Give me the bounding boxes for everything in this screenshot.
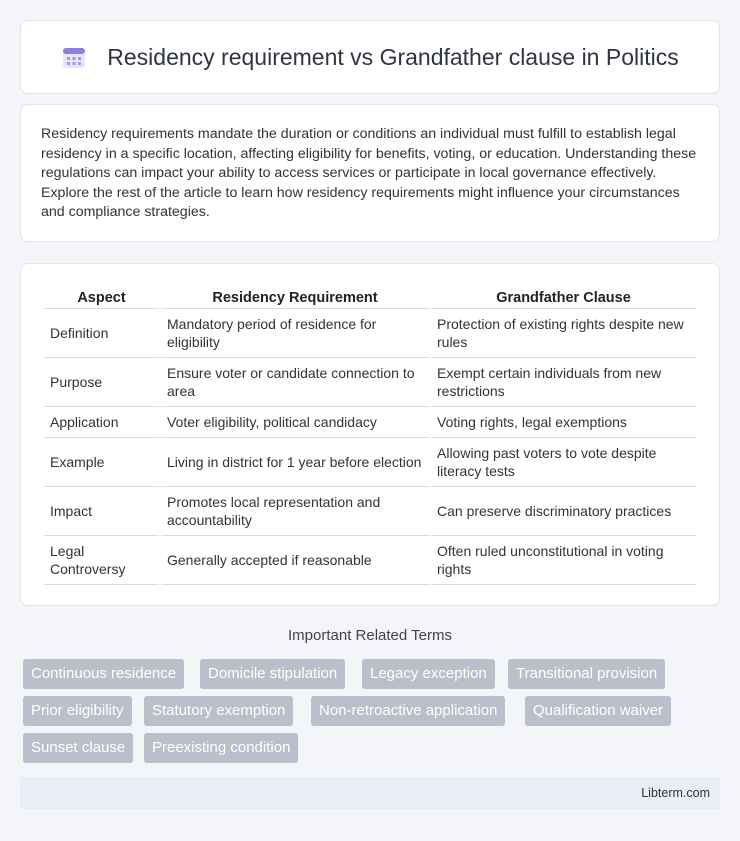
table-header-row: [44, 284, 696, 309]
table-cell: Example: [44, 438, 159, 487]
footer-link[interactable]: Libterm.com: [641, 786, 710, 800]
intro-text: Residency requirements mandate the duration or conditions an individual must fulfill to establish legal residency in a specific location, affecting eligibility for benefits, voting, or education. Understanding these regulations can impact your ability to access services or participate in local governance effectively. Explore the rest of the article to learn how residency requirements might influence your circumstances and compliance strategies.: [41, 126, 697, 220]
table-cell: Impact: [44, 487, 159, 536]
table-header: Residency Requirement: [161, 284, 429, 309]
table-cell: Exempt certain individuals from new restrictions: [431, 358, 696, 407]
tag[interactable]: Prior eligibility: [23, 696, 132, 726]
table-row: [44, 438, 696, 487]
tag[interactable]: Non-retroactive application: [311, 696, 505, 726]
comparison-table: [42, 284, 698, 585]
table-cell: Voting rights, legal exemptions: [431, 407, 696, 438]
table-row: [44, 358, 696, 407]
table-cell: Promotes local representation and accountability: [161, 487, 429, 536]
tag[interactable]: Statutory exemption: [144, 696, 293, 726]
table-header: Grandfather Clause: [431, 284, 696, 309]
table-row: [44, 407, 696, 438]
table-cell: Legal Controversy: [44, 536, 159, 585]
table-row: [44, 309, 696, 358]
table-row: [44, 536, 696, 585]
tag[interactable]: Qualification waiver: [525, 696, 671, 726]
header-card: [20, 20, 720, 94]
table-cell: Can preserve discriminatory practices: [431, 487, 696, 536]
tag[interactable]: Legacy exception: [362, 659, 495, 689]
related-terms-title: Important Related Terms: [288, 627, 452, 644]
table-cell: Protection of existing rights despite new rules: [431, 309, 696, 358]
table-cell: Allowing past voters to vote despite literacy tests: [431, 438, 696, 487]
table-cell: Mandatory period of residence for eligibility: [161, 309, 429, 358]
tag[interactable]: Sunset clause: [23, 733, 133, 763]
table-cell: Voter eligibility, political candidacy: [161, 407, 429, 438]
tag[interactable]: Transitional provision: [508, 659, 665, 689]
table-cell: Purpose: [44, 358, 159, 407]
table-cell: Generally accepted if reasonable: [161, 536, 429, 585]
intro-card: [20, 104, 720, 242]
table-cell: Often ruled unconstitutional in voting rights: [431, 536, 696, 585]
tag[interactable]: Domicile stipulation: [200, 659, 345, 689]
table-cell: Application: [44, 407, 159, 438]
table-header: Aspect: [44, 284, 159, 309]
page-title: Residency requirement vs Grandfather clause in Politics: [107, 43, 679, 70]
table-cell: Definition: [44, 309, 159, 358]
footer: [20, 777, 720, 809]
tag[interactable]: Continuous residence: [23, 659, 184, 689]
comparison-table-card: [20, 263, 720, 606]
table-cell: Living in district for 1 year before election: [161, 438, 429, 487]
table-row: [44, 487, 696, 536]
tag[interactable]: Preexisting condition: [144, 733, 298, 763]
table-cell: Ensure voter or candidate connection to area: [161, 358, 429, 407]
calendar-icon: [61, 44, 87, 70]
